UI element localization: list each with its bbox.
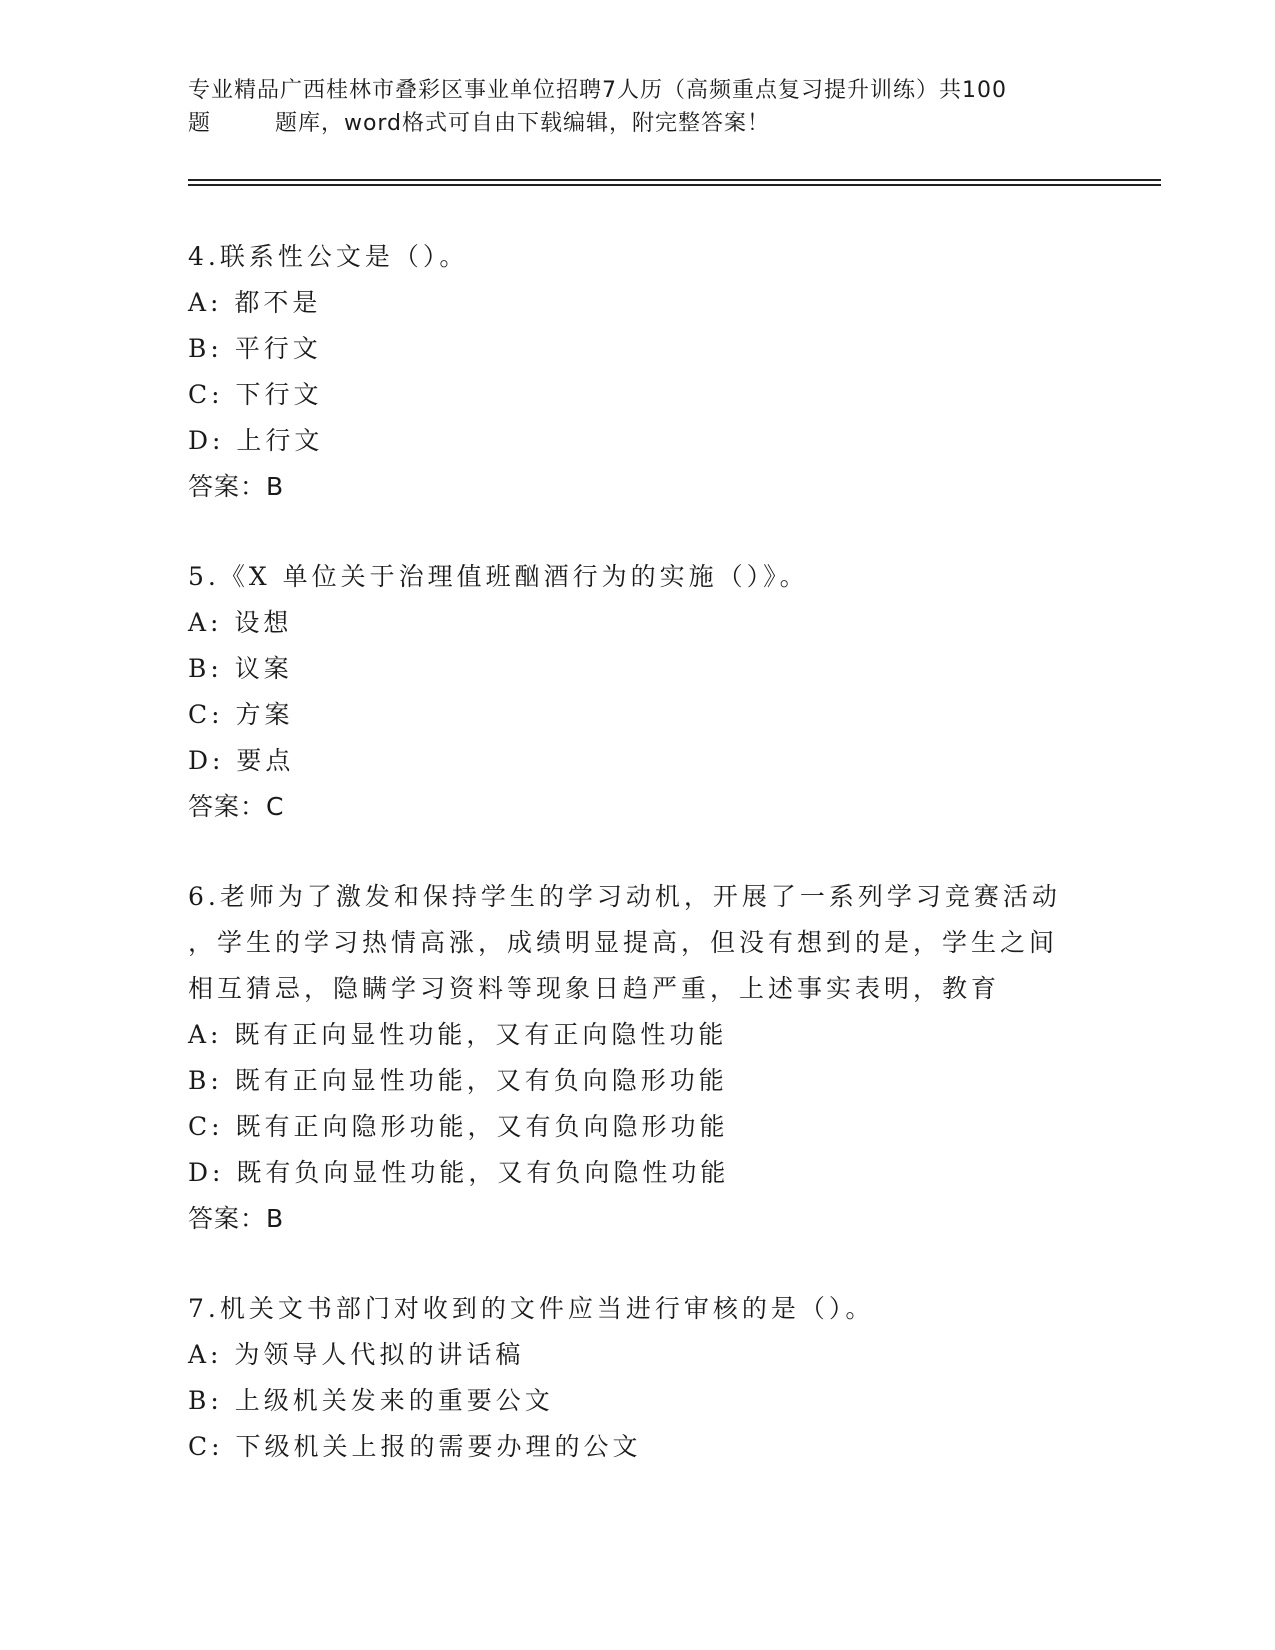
header-divider-top xyxy=(188,179,1161,181)
option-b: B: 议案 xyxy=(188,654,293,683)
question-stem: 4.联系性公文是（）。 xyxy=(188,242,469,271)
question-stem: 5.《X 单位关于治理值班酗酒行为的实施（）》。 xyxy=(188,562,809,591)
question-4 xyxy=(188,234,1088,510)
question-6 xyxy=(188,874,1088,1242)
option-a: A: 都不是 xyxy=(188,288,322,317)
option-a: A: 设想 xyxy=(188,608,293,637)
option-d: D: 上行文 xyxy=(188,426,324,455)
option-c: C: 下行文 xyxy=(188,380,323,409)
option-d: D: 既有负向显性功能，又有负向隐性功能 xyxy=(188,1158,730,1187)
question-5 xyxy=(188,554,1088,830)
option-b: B: 上级机关发来的重要公文 xyxy=(188,1386,554,1415)
answer: 答案：B xyxy=(188,1204,285,1233)
option-b: B: 既有正向显性功能，又有负向隐形功能 xyxy=(188,1066,728,1095)
question-7 xyxy=(188,1286,1088,1470)
header-line-2: 题 题库，word格式可自由下载编辑，附完整答案！ xyxy=(188,111,771,136)
question-stem: 7.机关文书部门对收到的文件应当进行审核的是（）。 xyxy=(188,1294,875,1323)
option-a: A: 为领导人代拟的讲话稿 xyxy=(188,1340,525,1369)
answer: 答案：B xyxy=(188,472,285,501)
option-b: B: 平行文 xyxy=(188,334,322,363)
question-stem-line-3: 相互猜忌，隐瞒学习资料等现象日趋严重，上述事实表明，教育 xyxy=(188,974,1001,1003)
option-c: C: 下级机关上报的需要办理的公文 xyxy=(188,1432,642,1461)
option-a: A: 既有正向显性功能，又有正向隐性功能 xyxy=(188,1020,728,1049)
question-stem-line-1: 6.老师为了激发和保持学生的学习动机，开展了一系列学习竞赛活动 xyxy=(188,882,1061,911)
option-c: C: 既有正向隐形功能，又有负向隐形功能 xyxy=(188,1112,729,1141)
answer: 答案：C xyxy=(188,792,285,821)
question-stem-line-2: ，学生的学习热情高涨，成绩明显提高，但没有想到的是，学生之间 xyxy=(188,928,1059,957)
option-c: C: 方案 xyxy=(188,700,294,729)
option-d: D: 要点 xyxy=(188,746,295,775)
header-divider-bottom xyxy=(188,184,1161,186)
document-header xyxy=(188,74,1088,140)
header-line-1: 专业精品广西桂林市叠彩区事业单位招聘7人历（高频重点复习提升训练）共100 xyxy=(188,78,1007,103)
